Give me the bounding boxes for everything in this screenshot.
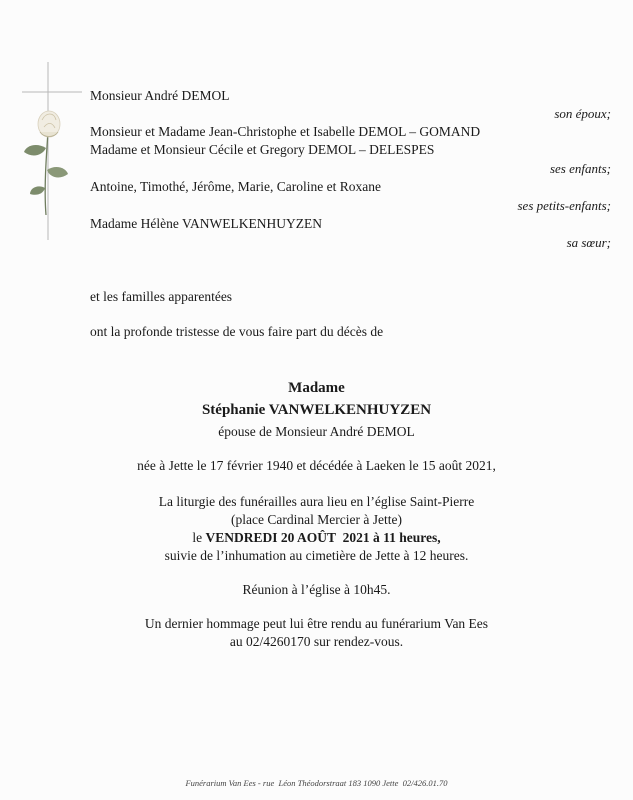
families-line: et les familles apparentées [90, 289, 233, 304]
role-grandchildren: ses petits-enfants; [517, 198, 611, 213]
family-line-spouse: Monsieur André DEMOL [90, 88, 230, 103]
role-sister: sa sœur; [566, 235, 611, 250]
family-line-child-2: Madame et Monsieur Cécile et Gregory DEMOL – DELESPES [90, 142, 435, 157]
announcement-line: ont la profonde tristesse de vous faire part du décès de [90, 324, 384, 339]
tribute-line-1: Un dernier hommage peut lui être rendu au funérarium Van Ees [144, 616, 489, 631]
ceremony-line-3 [0, 529, 633, 546]
deceased-name: Stéphanie VANWELKENHUYZEN [201, 402, 432, 418]
role-spouse: son époux; [554, 106, 611, 121]
ceremony-date-prefix: le [192, 530, 203, 545]
deceased-spouse: épouse de Monsieur André DEMOL [218, 424, 415, 439]
family-line-child-1: Monsieur et Madame Jean-Christophe et Isabelle DEMOL – GOMAND [90, 124, 481, 139]
deceased-dates: née à Jette le 17 février 1940 et décédée à Laeken le 15 août 2021, [137, 458, 496, 473]
ceremony-line-2: (place Cardinal Mercier à Jette) [231, 512, 402, 527]
family-line-sister: Madame Hélène VANWELKENHUYZEN [90, 216, 322, 231]
cross-with-rose-icon [0, 0, 90, 245]
family-line-grandchildren: Antoine, Timothé, Jérôme, Marie, Caroline et Roxane [90, 179, 381, 194]
ceremony-date: VENDREDI 20 AOÛT 2021 à 11 heures, [205, 530, 441, 545]
footer-funeral-home: Funérarium Van Ees - rue Léon Théodorstraat 183 1090 Jette 02/426.01.70 [185, 778, 448, 788]
deceased-title: Madame [288, 380, 345, 396]
tribute-line-2: au 02/4260170 sur rendez-vous. [229, 634, 404, 649]
ceremony-line-1: La liturgie des funérailles aura lieu en l’église Saint-Pierre [158, 494, 475, 509]
meeting-line: Réunion à l’église à 10h45. [242, 582, 391, 597]
ceremony-line-4: suivie de l’inhumation au cimetière de Jette à 12 heures. [164, 548, 469, 563]
role-children: ses enfants; [549, 161, 611, 176]
